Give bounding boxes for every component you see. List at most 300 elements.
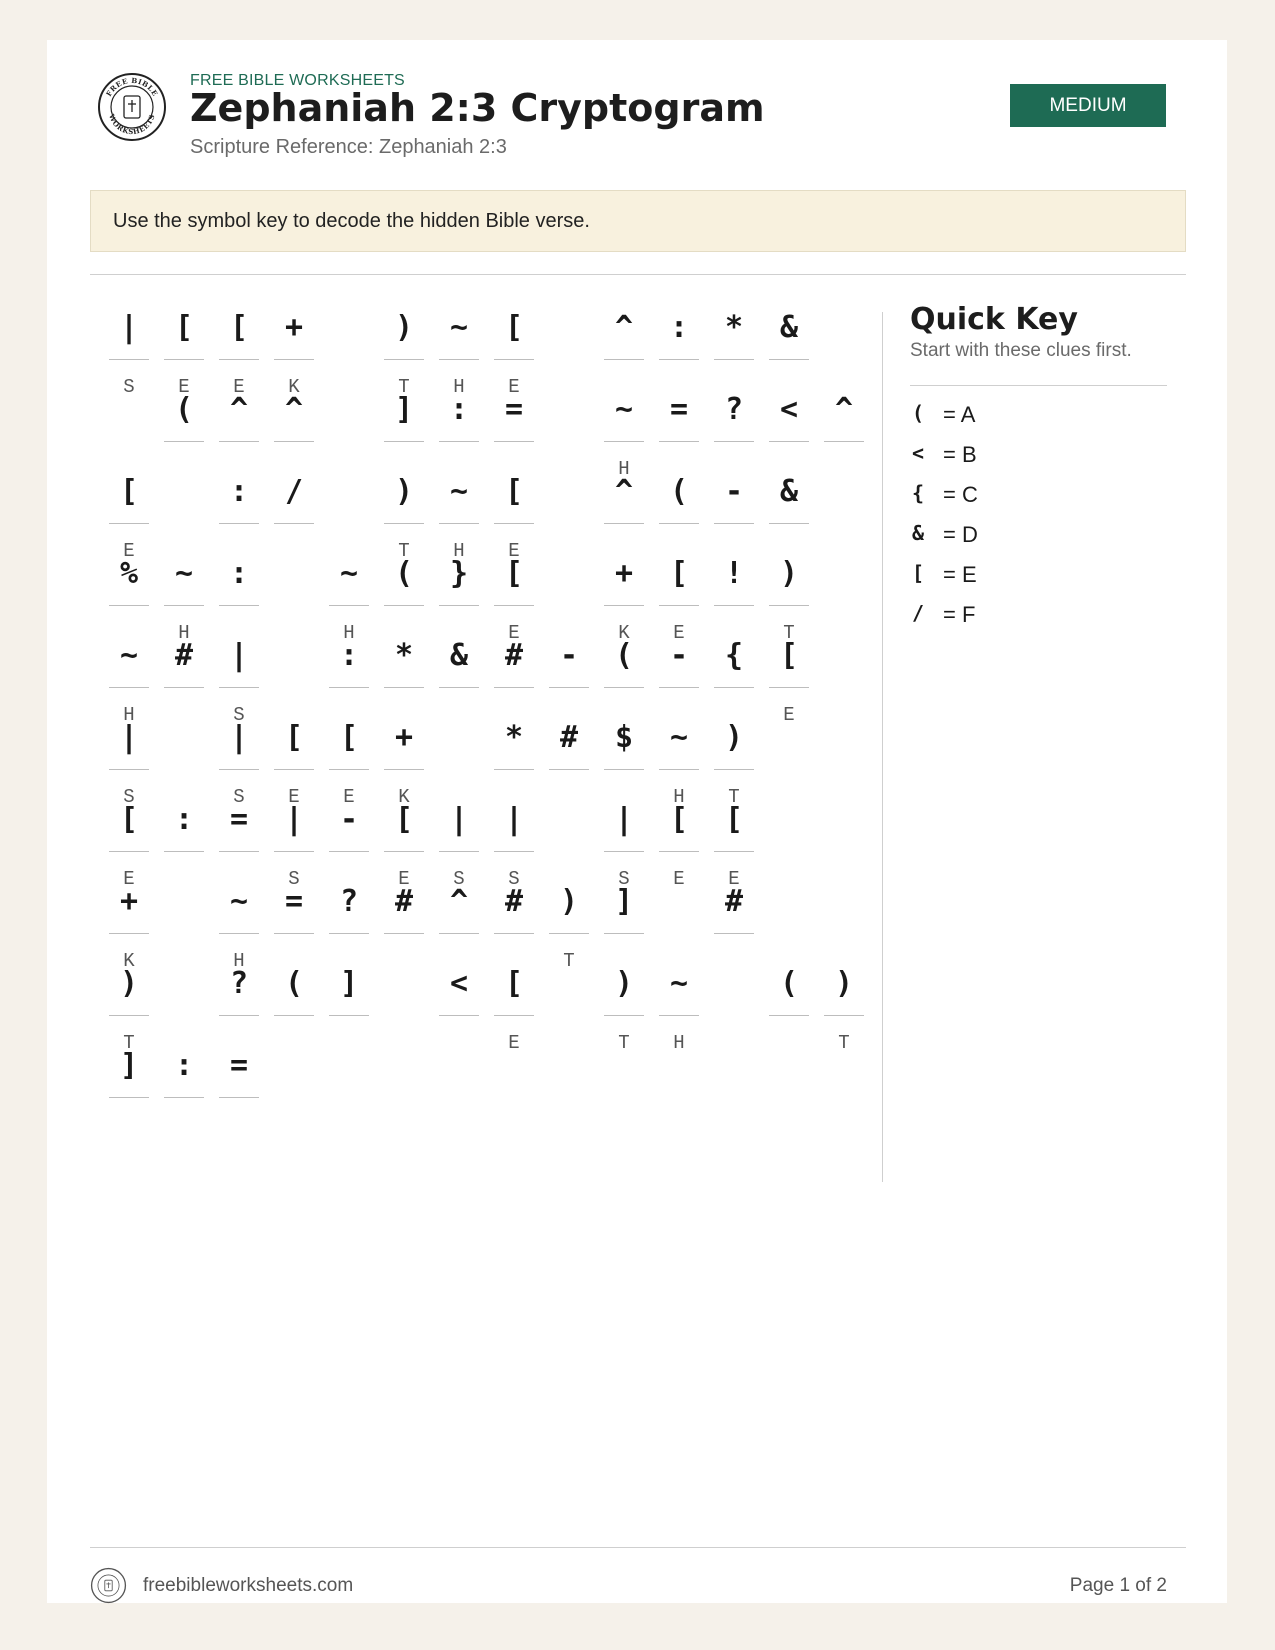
- answer-line: [219, 441, 259, 442]
- cipher-cell[interactable]: [219, 633, 259, 726]
- cipher-symbol: [: [504, 310, 524, 345]
- answer-letter: T: [783, 622, 795, 644]
- cipher-symbol: [: [669, 802, 689, 837]
- answer-line: [494, 769, 534, 770]
- cipher-symbol: [: [119, 474, 139, 509]
- cipher-symbol: *: [394, 638, 414, 673]
- cipher-cell[interactable]: [274, 469, 314, 559]
- cipher-cell[interactable]: [824, 387, 864, 477]
- cipher-cell[interactable]: [384, 879, 424, 969]
- cipher-cell[interactable]: [109, 551, 149, 641]
- cipher-cell[interactable]: [439, 633, 479, 723]
- answer-line: [164, 851, 204, 852]
- cipher-cell[interactable]: [494, 633, 534, 723]
- cipher-cell[interactable]: [439, 469, 479, 562]
- answer-letter: T: [563, 950, 575, 972]
- answer-line: [439, 523, 479, 524]
- cipher-symbol: ]: [614, 884, 634, 919]
- answer-line: [549, 687, 589, 688]
- cipher-cell[interactable]: [659, 797, 699, 890]
- answer-letter: H: [618, 458, 630, 480]
- answer-letter: S: [618, 868, 630, 890]
- answer-line: [164, 1097, 204, 1098]
- answer-letter: E: [673, 868, 685, 890]
- page-title: Zephaniah 2:3 Cryptogram: [190, 86, 765, 130]
- cipher-symbol: ~: [614, 392, 634, 427]
- answer-line: [109, 851, 149, 852]
- answer-letter: H: [453, 376, 465, 398]
- answer-line: [604, 605, 644, 606]
- cryptogram-row: [47, 387, 887, 480]
- answer-line: [219, 851, 259, 852]
- quick-key-value: = C: [943, 482, 978, 507]
- cipher-symbol: (: [779, 966, 799, 1001]
- cipher-cell[interactable]: [384, 305, 424, 398]
- quick-key-symbol: [: [911, 561, 925, 585]
- answer-line: [494, 523, 534, 524]
- answer-line: [494, 851, 534, 852]
- cipher-cell[interactable]: [549, 715, 589, 805]
- cipher-symbol: #: [504, 884, 524, 919]
- cipher-cell[interactable]: [274, 715, 314, 808]
- cipher-cell[interactable]: [769, 551, 809, 644]
- answer-line: [274, 769, 314, 770]
- cipher-cell[interactable]: [659, 551, 699, 644]
- cipher-symbol: [: [119, 802, 139, 837]
- cipher-symbol: +: [614, 556, 634, 591]
- answer-line: [274, 851, 314, 852]
- cipher-cell[interactable]: [439, 551, 479, 641]
- cipher-cell[interactable]: [659, 715, 699, 808]
- cipher-cell[interactable]: [219, 551, 259, 641]
- cipher-cell[interactable]: [219, 797, 259, 887]
- cipher-cell[interactable]: [439, 387, 479, 477]
- cipher-cell[interactable]: [604, 551, 644, 644]
- quick-key-item: [910, 437, 1167, 477]
- cipher-cell[interactable]: [714, 797, 754, 890]
- cipher-cell[interactable]: [769, 305, 809, 395]
- answer-line: [219, 359, 259, 360]
- cipher-symbol: /: [284, 474, 304, 509]
- cipher-cell[interactable]: [439, 797, 479, 890]
- cipher-cell[interactable]: [164, 305, 204, 398]
- answer-line: [659, 687, 699, 688]
- cipher-symbol: *: [724, 310, 744, 345]
- cipher-symbol: ~: [119, 638, 139, 673]
- cipher-cell[interactable]: [659, 305, 699, 395]
- cipher-cell[interactable]: [164, 633, 204, 723]
- cipher-cell[interactable]: [164, 551, 204, 644]
- answer-letter: H: [123, 704, 135, 726]
- answer-letter: E: [673, 622, 685, 644]
- cipher-cell[interactable]: [274, 797, 314, 890]
- answer-line: [274, 523, 314, 524]
- cipher-symbol: #: [174, 638, 194, 673]
- answer-line: [769, 605, 809, 606]
- answer-letter: T: [838, 1032, 850, 1054]
- quick-key-symbol: &: [911, 521, 925, 545]
- cipher-cell[interactable]: [219, 387, 259, 477]
- answer-line: [659, 769, 699, 770]
- answer-letter: E: [343, 786, 355, 808]
- quick-key-value: = B: [943, 442, 977, 467]
- cipher-symbol: :: [449, 392, 469, 427]
- cipher-cell[interactable]: [494, 961, 534, 1054]
- cipher-symbol: =: [284, 884, 304, 919]
- answer-line: [219, 523, 259, 524]
- answer-line: [329, 769, 369, 770]
- cipher-symbol: ~: [669, 720, 689, 755]
- answer-line: [384, 605, 424, 606]
- cipher-cell[interactable]: [659, 387, 699, 477]
- answer-line: [164, 687, 204, 688]
- cryptogram-row: [47, 551, 887, 644]
- answer-line: [384, 933, 424, 934]
- cipher-symbol: [: [174, 310, 194, 345]
- footer-divider: [90, 1547, 1186, 1548]
- answer-line: [549, 769, 589, 770]
- answer-line: [714, 605, 754, 606]
- answer-line: [329, 851, 369, 852]
- cipher-symbol: |: [229, 638, 249, 673]
- cipher-cell[interactable]: [714, 469, 754, 559]
- answer-line: [384, 359, 424, 360]
- answer-letter: S: [123, 376, 135, 398]
- cipher-symbol: ): [394, 474, 414, 509]
- cipher-cell[interactable]: [164, 797, 204, 887]
- answer-line: [439, 441, 479, 442]
- answer-letter: E: [508, 540, 520, 562]
- answer-letter: S: [233, 704, 245, 726]
- cipher-cell[interactable]: [384, 797, 424, 890]
- quick-key-item: [910, 597, 1167, 637]
- cipher-symbol: ): [724, 720, 744, 755]
- cipher-cell[interactable]: [219, 1043, 259, 1133]
- cipher-symbol: ): [119, 966, 139, 1001]
- cipher-symbol: |: [449, 802, 469, 837]
- cipher-cell[interactable]: [769, 633, 809, 726]
- cipher-cell[interactable]: [109, 797, 149, 890]
- answer-line: [109, 769, 149, 770]
- quick-key-value: = A: [943, 402, 976, 427]
- quick-key-symbol: <: [911, 441, 925, 465]
- cipher-symbol: |: [119, 720, 139, 755]
- cipher-cell[interactable]: [384, 387, 424, 477]
- answer-letter: K: [123, 950, 135, 972]
- answer-line: [714, 933, 754, 934]
- answer-letter: E: [783, 704, 795, 726]
- answer-line: [384, 523, 424, 524]
- cipher-cell[interactable]: [714, 387, 754, 477]
- cipher-cell[interactable]: [604, 633, 644, 723]
- answer-line: [439, 605, 479, 606]
- answer-letter: H: [343, 622, 355, 644]
- cipher-cell[interactable]: [329, 797, 369, 887]
- answer-line: [384, 851, 424, 852]
- cipher-symbol: =: [229, 802, 249, 837]
- answer-letter: S: [508, 868, 520, 890]
- answer-letter: S: [453, 868, 465, 890]
- cipher-cell[interactable]: [549, 633, 589, 723]
- answer-line: [329, 933, 369, 934]
- cipher-symbol: :: [229, 474, 249, 509]
- cipher-symbol: ?: [339, 884, 359, 919]
- cipher-symbol: ~: [669, 966, 689, 1001]
- cipher-symbol: ~: [339, 556, 359, 591]
- cipher-cell[interactable]: [219, 715, 259, 808]
- cipher-symbol: :: [339, 638, 359, 673]
- cipher-cell[interactable]: [494, 715, 534, 805]
- answer-line: [714, 523, 754, 524]
- cipher-symbol: ^: [614, 310, 634, 345]
- cipher-symbol: =: [229, 1048, 249, 1083]
- answer-line: [604, 933, 644, 934]
- answer-line: [769, 523, 809, 524]
- cipher-cell[interactable]: [329, 551, 369, 644]
- answer-line: [109, 523, 149, 524]
- svg-text:WORKSHEETS: WORKSHEETS: [107, 112, 157, 137]
- answer-line: [219, 687, 259, 688]
- cipher-cell[interactable]: [329, 633, 369, 723]
- answer-line: [274, 359, 314, 360]
- answer-line: [274, 933, 314, 934]
- answer-letter: H: [233, 950, 245, 972]
- quick-key-title: Quick Key: [910, 302, 1078, 337]
- cipher-cell[interactable]: [714, 715, 754, 808]
- answer-line: [494, 687, 534, 688]
- answer-line: [714, 441, 754, 442]
- cipher-cell[interactable]: [274, 879, 314, 969]
- answer-line: [439, 851, 479, 852]
- cipher-cell[interactable]: [494, 551, 534, 644]
- answer-line: [439, 687, 479, 688]
- answer-line: [164, 441, 204, 442]
- cipher-cell[interactable]: [109, 879, 149, 972]
- answer-letter: E: [398, 868, 410, 890]
- answer-line: [714, 687, 754, 688]
- cipher-cell[interactable]: [659, 633, 699, 723]
- cipher-cell[interactable]: [439, 879, 479, 969]
- quick-key-subtitle: Start with these clues first.: [910, 340, 1132, 361]
- cipher-cell[interactable]: [109, 469, 149, 562]
- cipher-cell[interactable]: [109, 633, 149, 726]
- cipher-cell[interactable]: [219, 961, 259, 1051]
- cipher-cell[interactable]: [494, 387, 534, 477]
- answer-line: [659, 523, 699, 524]
- cipher-symbol: ?: [724, 392, 744, 427]
- svg-text:FREE BIBLE: FREE BIBLE: [104, 75, 160, 98]
- cipher-symbol: <: [779, 392, 799, 427]
- cipher-cell[interactable]: [604, 305, 644, 395]
- cipher-cell[interactable]: [274, 387, 314, 477]
- answer-line: [219, 1097, 259, 1098]
- cipher-symbol: (: [394, 556, 414, 591]
- cipher-symbol: (: [284, 966, 304, 1001]
- cryptogram-row: [47, 797, 887, 890]
- cipher-cell[interactable]: [274, 961, 314, 1051]
- answer-letter: H: [673, 786, 685, 808]
- cipher-symbol: [: [504, 556, 524, 591]
- answer-line: [769, 1015, 809, 1016]
- cipher-cell[interactable]: [604, 387, 644, 480]
- answer-letter: E: [508, 376, 520, 398]
- cipher-cell[interactable]: [714, 551, 754, 641]
- cipher-cell[interactable]: [604, 961, 644, 1054]
- answer-letter: E: [508, 1032, 520, 1054]
- cipher-cell[interactable]: [769, 469, 809, 559]
- answer-letter: T: [123, 1032, 135, 1054]
- cipher-cell[interactable]: [219, 879, 259, 972]
- brand-name: FREE BIBLE WORKSHEETS: [190, 72, 405, 89]
- cipher-symbol: +: [119, 884, 139, 919]
- cipher-cell[interactable]: [659, 469, 699, 559]
- quick-key-list: [910, 397, 1167, 637]
- cipher-symbol: #: [504, 638, 524, 673]
- cipher-cell[interactable]: [384, 551, 424, 641]
- cipher-cell[interactable]: [109, 1043, 149, 1133]
- cipher-symbol: }: [449, 556, 469, 591]
- cipher-symbol: [: [504, 966, 524, 1001]
- answer-letter: T: [398, 376, 410, 398]
- answer-line: [494, 441, 534, 442]
- cipher-symbol: [: [284, 720, 304, 755]
- cipher-cell[interactable]: [604, 797, 644, 890]
- cipher-cell[interactable]: [384, 633, 424, 723]
- cipher-cell[interactable]: [329, 961, 369, 1051]
- cipher-symbol: &: [449, 638, 469, 673]
- cipher-symbol: ]: [119, 1048, 139, 1083]
- cipher-cell[interactable]: [164, 387, 204, 477]
- cryptogram-row: [47, 1043, 887, 1133]
- cryptogram-row: [47, 469, 887, 562]
- answer-line: [604, 769, 644, 770]
- cipher-cell[interactable]: [384, 469, 424, 562]
- cipher-symbol: ?: [229, 966, 249, 1001]
- cipher-cell[interactable]: [494, 797, 534, 890]
- cipher-symbol: ~: [449, 310, 469, 345]
- cipher-cell[interactable]: [659, 961, 699, 1054]
- answer-line: [274, 1015, 314, 1016]
- cipher-cell[interactable]: [384, 715, 424, 808]
- answer-line: [274, 441, 314, 442]
- cipher-cell[interactable]: [604, 715, 644, 805]
- cipher-symbol: ^: [284, 392, 304, 427]
- answer-line: [494, 359, 534, 360]
- cipher-cell[interactable]: [824, 961, 864, 1054]
- answer-letter: S: [123, 786, 135, 808]
- cipher-cell[interactable]: [439, 961, 479, 1051]
- cipher-cell[interactable]: [769, 387, 809, 477]
- cipher-symbol: =: [669, 392, 689, 427]
- cipher-cell[interactable]: [494, 879, 534, 969]
- cipher-cell[interactable]: [219, 469, 259, 559]
- cipher-symbol: #: [559, 720, 579, 755]
- answer-line: [659, 359, 699, 360]
- answer-line: [164, 359, 204, 360]
- cipher-cell[interactable]: [494, 305, 534, 398]
- cipher-symbol: ^: [449, 884, 469, 919]
- answer-line: [824, 1015, 864, 1016]
- answer-line: [219, 605, 259, 606]
- answer-letter: E: [508, 622, 520, 644]
- cipher-cell[interactable]: [109, 305, 149, 398]
- cipher-symbol: #: [724, 884, 744, 919]
- cipher-symbol: [: [229, 310, 249, 345]
- cipher-symbol: |: [229, 720, 249, 755]
- answer-letter: E: [123, 540, 135, 562]
- cipher-cell[interactable]: [219, 305, 259, 398]
- cipher-symbol: [: [504, 474, 524, 509]
- quick-key-value: = E: [943, 562, 977, 587]
- cipher-symbol: -: [669, 638, 689, 673]
- cipher-symbol: ^: [614, 474, 634, 509]
- page-number: Page 1 of 2: [1069, 1575, 1167, 1596]
- cipher-symbol: ): [779, 556, 799, 591]
- cipher-cell[interactable]: [604, 469, 644, 559]
- quick-key-value: = D: [943, 522, 978, 547]
- cipher-cell[interactable]: [604, 879, 644, 969]
- cipher-symbol: |: [119, 310, 139, 345]
- cipher-symbol: :: [174, 1048, 194, 1083]
- answer-letter: E: [178, 376, 190, 398]
- cipher-cell[interactable]: [439, 305, 479, 398]
- cipher-cell[interactable]: [329, 879, 369, 969]
- answer-line: [109, 605, 149, 606]
- cipher-symbol: ~: [229, 884, 249, 919]
- cipher-symbol: ): [834, 966, 854, 1001]
- footer-website: freebibleworksheets.com: [143, 1575, 354, 1596]
- answer-line: [109, 1097, 149, 1098]
- cipher-symbol: (: [669, 474, 689, 509]
- answer-line: [659, 851, 699, 852]
- answer-line: [384, 769, 424, 770]
- cipher-symbol: :: [669, 310, 689, 345]
- worksheet-page: [47, 40, 1227, 1603]
- answer-line: [384, 687, 424, 688]
- cipher-cell[interactable]: [714, 305, 754, 395]
- cipher-cell[interactable]: [714, 879, 754, 969]
- answer-letter: K: [618, 622, 630, 644]
- answer-letter: K: [288, 376, 300, 398]
- cipher-cell[interactable]: [109, 961, 149, 1054]
- cipher-symbol: {: [724, 638, 744, 673]
- cipher-cell[interactable]: [109, 715, 149, 808]
- cryptogram-row: [47, 879, 887, 972]
- answer-line: [109, 687, 149, 688]
- cipher-symbol: $: [614, 720, 634, 755]
- answer-line: [549, 933, 589, 934]
- cipher-cell[interactable]: [494, 469, 534, 562]
- cipher-symbol: ~: [449, 474, 469, 509]
- cipher-cell[interactable]: [714, 633, 754, 723]
- cryptogram-row: [47, 961, 887, 1054]
- cipher-cell[interactable]: [164, 1043, 204, 1133]
- difficulty-badge: MEDIUM: [1010, 84, 1166, 127]
- cipher-symbol: -: [724, 474, 744, 509]
- cipher-cell[interactable]: [769, 961, 809, 1051]
- cipher-symbol: *: [504, 720, 524, 755]
- answer-letter: H: [673, 1032, 685, 1054]
- cipher-cell[interactable]: [549, 879, 589, 972]
- answer-line: [164, 605, 204, 606]
- cipher-cell[interactable]: [274, 305, 314, 398]
- answer-line: [604, 1015, 644, 1016]
- cipher-symbol: !: [724, 556, 744, 591]
- cipher-cell[interactable]: [329, 715, 369, 808]
- cipher-symbol: :: [229, 556, 249, 591]
- answer-line: [329, 1015, 369, 1016]
- cipher-symbol: ]: [339, 966, 359, 1001]
